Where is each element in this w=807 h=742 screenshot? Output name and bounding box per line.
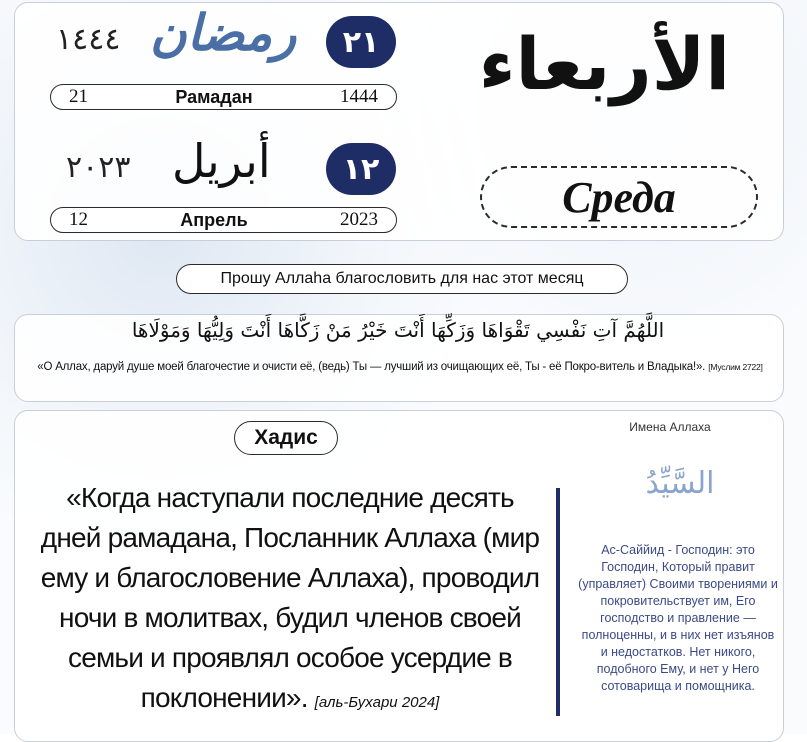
hijri-year: 1444 — [340, 86, 378, 107]
gregorian-month-arabic: أبريل — [172, 134, 271, 188]
hijri-day: 21 — [69, 86, 88, 107]
dua-heading: Прошу Аллаhа благословить для нас этот месяц — [220, 270, 584, 287]
gregorian-month: Апрель — [180, 209, 248, 230]
hadith-text: «Когда наступали последние десять дней рамадана, Посланник Аллаха (мир ему и благословение Аллаха), проводил ночи в молитвах, будил членов своей семьи и проявлял особое усердие в поклонении». — [40, 482, 540, 713]
hijri-year-arabic: ١٤٤٤ — [56, 22, 121, 57]
hijri-month-arabic: رمضان — [150, 4, 297, 62]
gregorian-date-pill — [50, 207, 397, 233]
dua-translation: «О Аллах, даруй душе моей благочестие и очисти её, (ведь) Ты — лучший из очищающих её, Ты - её Покро-витель и Владыка!». — [37, 361, 706, 373]
dua-source: [Муслим 2722] — [708, 362, 763, 372]
hadith-title: Хадис — [254, 426, 318, 449]
gregorian-day-badge: ١٢ — [326, 143, 396, 195]
names-arabic: السَّيِّدُ — [645, 466, 715, 501]
hijri-month: Рамадан — [175, 86, 253, 107]
hadith-block — [36, 478, 544, 723]
weekday-russian: Среда — [562, 172, 676, 222]
gregorian-year: 2023 — [339, 209, 378, 230]
dua-heading-pill — [176, 264, 628, 294]
hadith-title-pill — [234, 421, 338, 455]
weekday-russian-box — [480, 166, 758, 228]
hadith-source: [аль-Бухари 2024] — [314, 694, 440, 711]
names-heading: Имена Аллаха — [629, 420, 711, 434]
dua-translation-block — [30, 360, 770, 374]
gregorian-day: 12 — [69, 209, 88, 230]
weekday-arabic: الأربعاء — [478, 22, 730, 106]
names-text: Ас-Саййид - Господин: это Господин, Который правит (управляет) Своими творениями и покровительствует им, Его господство и правление — полноценны, и в них нет изъянов и недостатков. Нет никого, подобного Ему, и нет у Него сотоварища и помощника. — [578, 543, 778, 693]
hijri-date-pill — [50, 84, 397, 110]
hijri-day-badge: ٢١ — [326, 16, 396, 68]
column-divider — [556, 488, 560, 716]
dua-arabic: اللَّهُمَّ آتِ نَفْسِي تَقْوَاهَا وَزَكِّهَا أَنْتَ خَيْرُ مَنْ زَكَّاهَا أَنْتَ وَلِيُّهَا وَمَوْلَاهَا — [131, 318, 665, 342]
gregorian-year-arabic: ٢٠٢٣ — [66, 150, 131, 185]
